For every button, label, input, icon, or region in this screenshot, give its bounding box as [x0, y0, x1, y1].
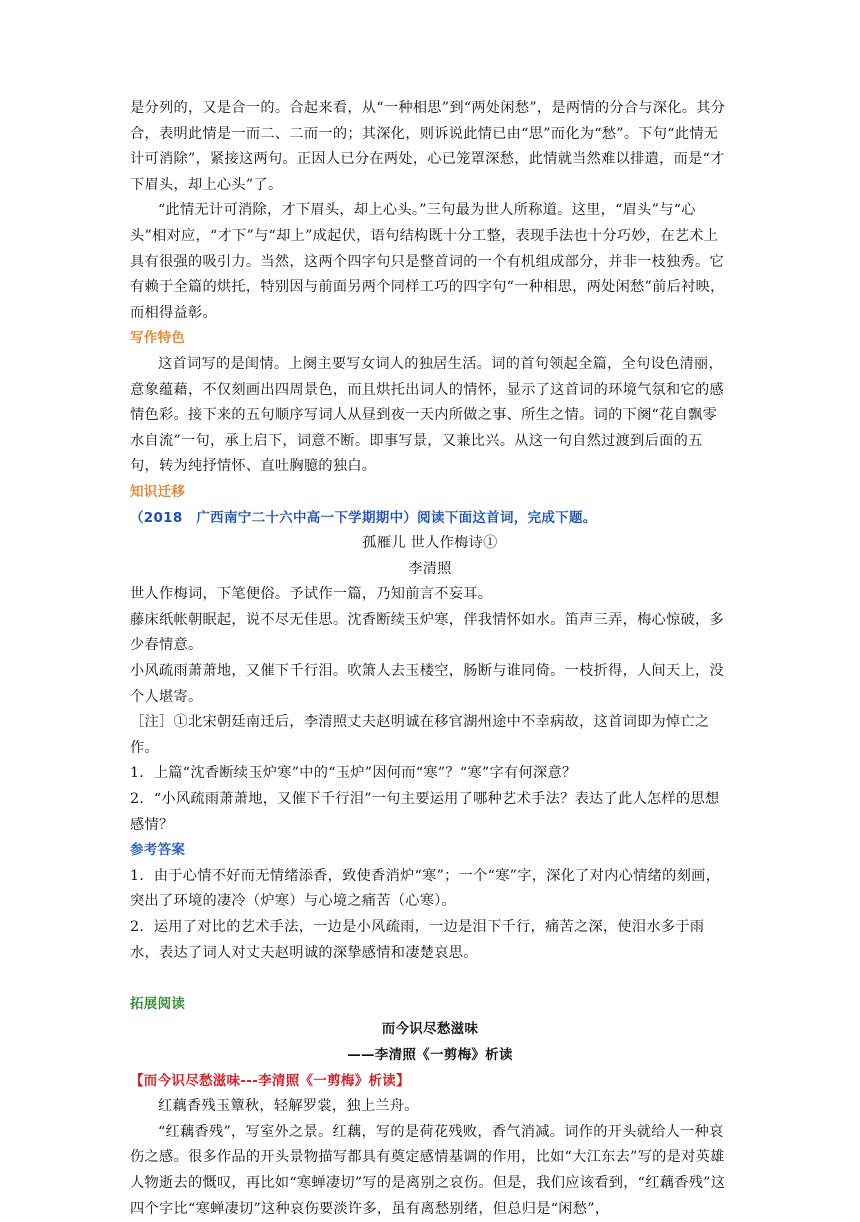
writing-features-heading: 写作特色	[130, 330, 186, 347]
article-red-title: 【而今识尽愁滋味---李清照《一剪梅》析读】	[130, 1072, 410, 1089]
extended-reading-heading: 拓展阅读	[130, 995, 186, 1012]
poem-note: ［注］①北宋朝廷南迁后，李清照丈夫赵明诚在移官湖州途中不幸病故，这首词即为悼亡之作。	[130, 714, 710, 756]
question-1: 1．上篇“沈香断续玉炉寒”中的“玉炉”因何而“寒”？“寒”字有何深意？	[130, 765, 577, 782]
answer-2: 2．运用了对比的艺术手法，一边是小风疏雨，一边是泪下千行，痛苦之深，使泪水多于雨水，表达了词人对丈夫赵明诚的深挚感情和凄楚哀思。	[130, 919, 705, 961]
poem-preface: 世人作梅词，下笔便俗。予试作一篇，乃知前言不妄耳。	[130, 586, 493, 603]
exam-source: （2018 广西南宁二十六中高一下学期期中）阅读下面这首词，完成下题。	[130, 509, 597, 526]
writing-features-body: 这首词写的是闺情。上阕主要写女词人的独居生活。词的首句领起全篇，全句设色清丽，意象蕴藉，不仅刻画出四周景色，而且烘托出词人的情怀，显示了这首词的环境气氛和它的感情色彩。接下来的五句顺序写词人从昼到夜一天内所做之事、所生之情。词的下阕“花自飘零水自流”一句，承上启下，词意不断。即事写景，又兼比兴。从这一句自然过渡到后面的五句，转为纯抒情怀、直吐胸臆的独白。	[130, 355, 724, 475]
poem-quote: 红藕香残玉簟秋，轻解罗裳，独上兰舟。	[158, 1098, 419, 1115]
reference-answers-heading: 参考答案	[130, 842, 186, 859]
article-subtitle: ——李清照《一剪梅》析读	[347, 1046, 513, 1063]
poem-title: 孤雁儿 世人作梅诗①	[362, 535, 498, 552]
section-gap	[130, 966, 730, 992]
poem-stanza-2: 小风疏雨萧萧地，又催下千行泪。吹箫人去玉楼空，肠断与谁同倚。一枝折得，人间天上，没个人堪寄。	[130, 663, 724, 705]
answer-1: 1．由于心情不好而无情绪添香，致使香消炉“寒”；一个“寒”字，深化了对内心情绪的刻画，突出了环境的凄冷（炉寒）与心境之痛苦（心寒）。	[130, 867, 721, 910]
analysis-paragraph-2: “此情无计可消除，才下眉头，却上心头。”三句最为世人所称道。这里，“眉头”与“心头”相对应，“才下”与“却上”成起伏，语句结构既十分工整，表现手法也十分巧妙，在艺术上具有很强的吸引力。当然，这两个四字句只是整首词的一个有机组成部分，并非一枝独秀。它有赖于全篇的烘托，特别因与前面另两个同样工巧的四字句“一种相思，两处闲愁”前后衬映，而相得益彰。	[130, 202, 725, 321]
analysis-paragraph-1: 是分列的，又是合一的。合起来看，从“一种相思”到“两处闲愁”，是两情的分合与深化。其分合，表明此情是一而二、二而一的；其深化，则诉说此情已由“思”而化为“愁”。下句“此情无计可消除”，紧接这两句。正因人已分在两处，心已笼罩深愁，此情就当然难以排遣，而是“才下眉头，却上心头”了。	[130, 100, 726, 193]
poem-stanza-1: 藤床纸帐朝眠起，说不尽无佳思。沈香断续玉炉寒，伴我情怀如水。笛声三弄，梅心惊破，多少春情意。	[130, 611, 724, 654]
article-title: 而今识尽愁滋味	[381, 1021, 479, 1038]
knowledge-transfer-heading: 知识迁移	[130, 483, 186, 500]
question-2: 2．“小风疏雨萧萧地，又催下千行泪”一句主要运用了哪种艺术手法？表达了此人怎样的思想感情？	[130, 791, 720, 833]
document-page	[130, 96, 730, 1222]
poem-author: 李清照	[408, 560, 452, 577]
article-body: “红藕香残”，写室外之景。红藕，写的是荷花残败，香气消减。词作的开头就给人一种哀伤之感。很多作品的开头景物描写都具有奠定感情基调的作用，比如“大江东去”写的是对英雄人物逝去的慨叹，再比如“寒蝉凄切”写的是离别之哀伤。但是，我们应该看到，“红藕香残”这四个字比“寒蝉凄切”这种哀伤要淡许多，虽有离愁别绪，但总归是“闲愁”，	[130, 1123, 726, 1217]
